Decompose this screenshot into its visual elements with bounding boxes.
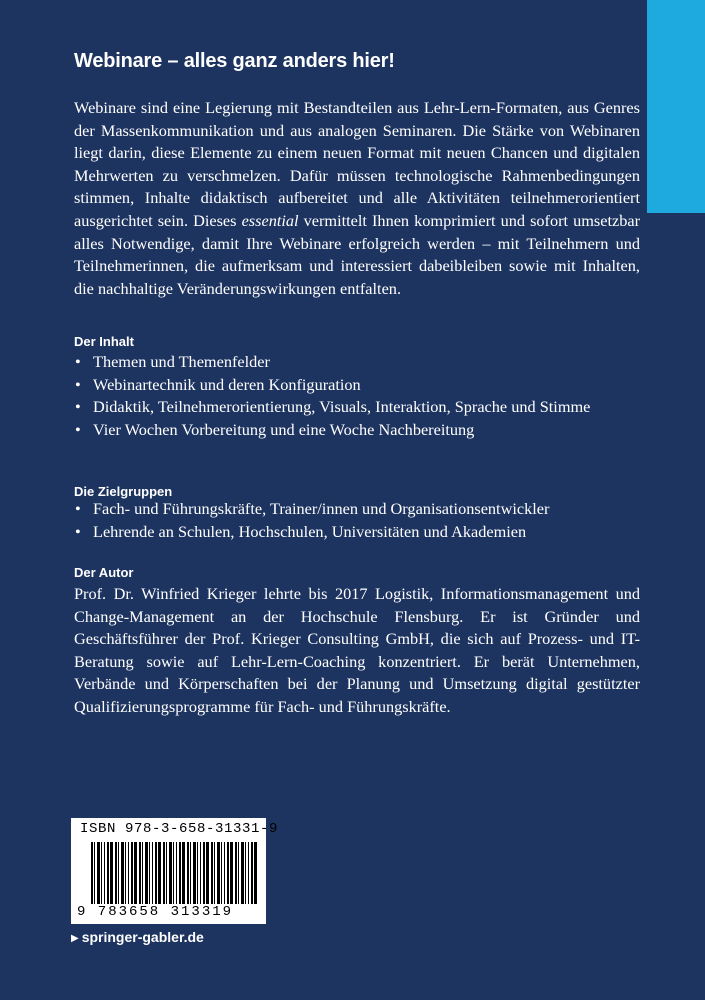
isbn-label: ISBN 978-3-658-31331-9 <box>80 821 279 837</box>
list-item: • Webinartechnik und deren Konfiguration <box>74 374 640 397</box>
list-item: • Vier Wochen Vorbereitung und eine Woche Nachbereitung <box>74 419 640 442</box>
zielgruppen-heading: Die Zielgruppen <box>74 484 173 499</box>
intro-emphasis: essential <box>241 210 299 230</box>
publisher-url: springer-gabler.de <box>81 929 204 945</box>
zielgruppen-list <box>74 498 640 543</box>
list-item: • Fach- und Führungskräfte, Trainer/innen und Organisationsentwickler <box>74 498 640 521</box>
inhalt-list <box>74 351 640 441</box>
intro-paragraph <box>74 97 640 300</box>
list-item: • Didaktik, Teilnehmerorientierung, Visuals, Interaktion, Sprache und Stimme <box>74 396 640 419</box>
inhalt-heading: Der Inhalt <box>74 334 134 349</box>
ean-digits: 9 783658 313319 <box>77 904 234 920</box>
intro-text-part1: Webinare sind eine Legierung mit Bestandteilen aus Lehr-Lern-Formaten, aus Genres der Massenkommunikation und aus analogen Seminaren. Die Stärke von Webinaren liegt darin, diese Elemente zu einem neuen Format mit neuen Chancen und digitalen Mehrwerten zu verschmelzen. Dafür müssen technologische Rahmenbedingungen stimmen, Inhalte didaktisch aufbereitet und alle Aktivitäten teilnehmerorientiert ausgerichtet sein. Dieses <box>74 98 640 230</box>
barcode-bars <box>91 842 257 904</box>
autor-heading: Der Autor <box>74 565 134 580</box>
list-item: • Themen und Themenfelder <box>74 351 640 374</box>
autor-paragraph: Prof. Dr. Winfried Krieger lehrte bis 2017 Logistik, Informationsmanagement und Change-Management an der Hochschule Flensburg. Er ist Gründer und Geschäftsführer der Prof. Krieger Consulting GmbH, die sich auf Prozess- und IT-Beratung sowie auf Lehr-Lern-Coaching konzentriert. Er berät Unternehmen, Verbände und Körperschaften bei der Planung und Umsetzung digital gestützter Qualifizierungsprogramme für Fach- und Führungskräfte. <box>74 584 640 716</box>
triangle-right-icon: ▶ <box>71 933 79 944</box>
publisher-link[interactable] <box>71 929 204 945</box>
isbn-barcode <box>71 818 279 924</box>
list-item: • Lehrende an Schulen, Hochschulen, Universitäten und Akademien <box>74 521 640 544</box>
intro-text-part2: vermittelt Ihnen komprimiert und sofort umsetzbar alles Notwendige, damit Ihre Webinare erfolgreich werden – mit Teilnehmern und Teilnehmerinnen, die aufmerksam und interessiert dabeibleiben sowie mit Inhalten, die nachhaltige Veränderungswirkungen entfalten. <box>74 210 641 298</box>
accent-color-block <box>647 0 705 213</box>
cover-headline: Webinare – alles ganz anders hier! <box>74 50 395 72</box>
